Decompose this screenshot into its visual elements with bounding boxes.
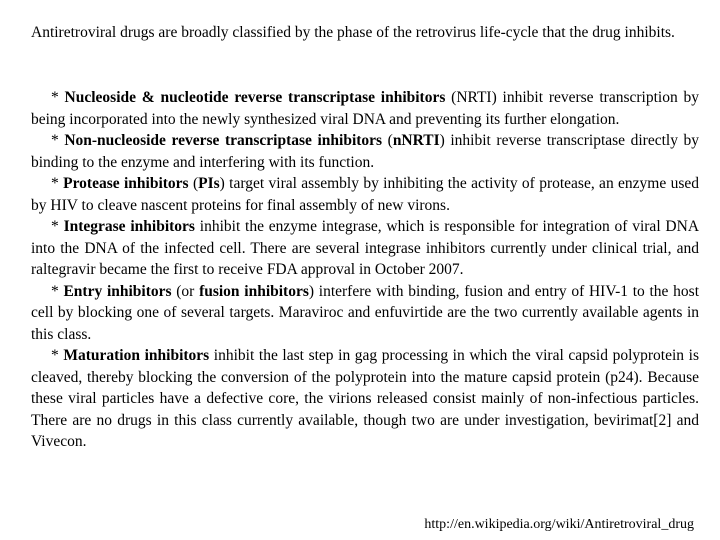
- intro-paragraph: Antiretroviral drugs are broadly classified by the phase of the retrovirus life-cycle that the drug inhibits.: [31, 24, 675, 41]
- item-text: ) inhibit reverse transcriptase directly by binding to the enzyme and interfering with its function.: [31, 132, 700, 171]
- drug-class-term: nNRTI: [392, 132, 440, 149]
- drug-class-item: [31, 281, 699, 346]
- bullet-marker: *: [51, 347, 64, 364]
- drug-class-term: fusion inhibitors: [199, 282, 309, 300]
- bullet-marker: *: [51, 218, 64, 235]
- drug-class-item: [31, 87, 699, 130]
- item-text: inhibit the last step in gag processing in which the viral capsid polyprotein is cleaved, thereby blocking the conversion of the polyprotein into the mature capsid protein (p24). Because these viral particles have a defective core, the virions released consist mainly of non-infectious particles. There are no drugs in this class currently available, though two are under investigation, bevirimat[2] and Vivecon.: [31, 347, 699, 450]
- item-text: (or: [171, 282, 200, 300]
- drug-class-term: Entry inhibitors: [63, 282, 172, 300]
- bullet-marker: *: [51, 282, 64, 300]
- item-text: inhibit the enzyme integrase, which is responsible for integration of viral DNA into the DNA of the infected cell. There are several integrase inhibitors currently under clinical trial, and raltegravir became the first to receive FDA approval in October 2007.: [31, 218, 700, 278]
- bullet-marker: *: [51, 175, 64, 192]
- drug-class-term: Maturation inhibitors: [63, 347, 210, 364]
- bullet-marker: *: [51, 89, 65, 106]
- drug-class-term: Non-nucleoside reverse transcriptase inhibitors: [64, 132, 383, 149]
- drug-class-term: Integrase inhibitors: [63, 218, 195, 235]
- item-text: ) inhibit reverse transcription by being incorporated into the newly synthesized viral DNA and preventing its further elongation.: [31, 89, 699, 128]
- drug-class-list: [31, 87, 699, 453]
- item-text: ) target viral assembly by inhibiting the activity of protease, an enzyme used by HIV to cleave nascent proteins for final assembly of new virons.: [31, 175, 700, 214]
- item-text: (: [188, 175, 199, 192]
- drug-class-item: [31, 130, 699, 173]
- item-text: NRTI: [456, 89, 492, 106]
- drug-class-term: PIs: [198, 175, 220, 192]
- bullet-marker: *: [51, 132, 65, 149]
- drug-class-item: [31, 345, 699, 453]
- source-url: http://en.wikipedia.org/wiki/Antiretroviral_drug: [424, 517, 694, 532]
- drug-class-term: Protease inhibitors: [63, 175, 189, 192]
- drug-class-term: Nucleoside & nucleotide reverse transcriptase inhibitors: [64, 89, 446, 106]
- drug-class-item: [31, 173, 699, 216]
- item-text: ) interfere with binding, fusion and entry of HIV-1 to the host cell by blocking one of several targets. Maraviroc and enfuvirtide are the two currently available agents in this class.: [31, 282, 699, 343]
- item-text: (: [445, 89, 457, 106]
- drug-class-item: [31, 216, 699, 281]
- item-text: (: [382, 132, 393, 149]
